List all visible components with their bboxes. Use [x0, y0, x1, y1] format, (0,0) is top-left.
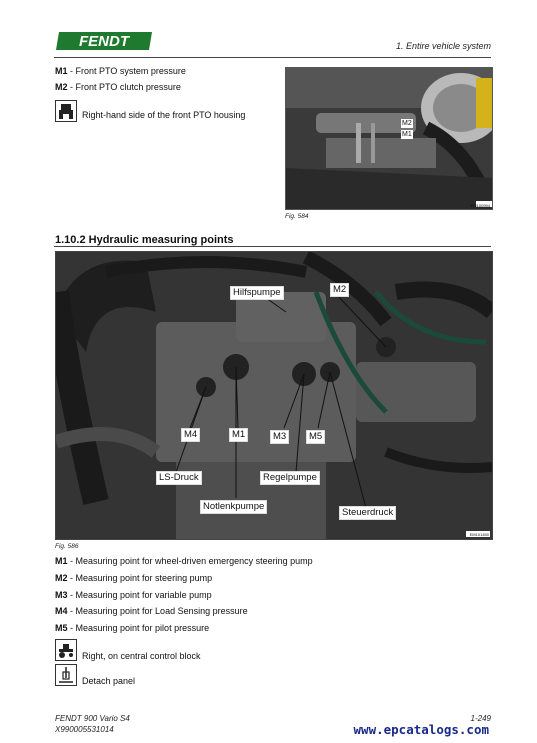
fig1-label-m2: M2 — [402, 120, 412, 127]
label-m5: M5 — [306, 430, 325, 444]
label-m3: M3 — [270, 430, 289, 444]
tractor-front-icon — [55, 100, 77, 122]
fendt-logo — [55, 31, 153, 51]
list-item: M3 - Measuring point for variable pump — [55, 590, 212, 600]
header-rule — [54, 57, 491, 58]
svg-text:FENDT: FENDT — [79, 33, 129, 50]
control-block-photo — [55, 251, 493, 540]
list-item: M1 - Front PTO system pressure — [55, 66, 186, 76]
list-item: M5 - Measuring point for pilot pressure — [55, 623, 210, 633]
list-item: M2 - Front PTO clutch pressure — [55, 82, 181, 92]
location-note: Right-hand side of the front PTO housing — [82, 110, 246, 120]
label-m1: M1 — [229, 428, 248, 442]
label-steuerdruck: Steuerdruck — [339, 506, 396, 520]
label-regelpumpe: Regelpumpe — [260, 471, 320, 485]
footer-doc-number: X990005531014 — [55, 725, 114, 734]
list-item: M4 - Measuring point for Load Sensing pressure — [55, 606, 248, 616]
fig1-label-m1: M1 — [402, 131, 412, 138]
list-item: M2 - Measuring point for steering pump — [55, 573, 213, 583]
front-pto-photo — [285, 67, 493, 210]
fig2-image-id: EM101450 — [469, 532, 489, 537]
fig1-image-id: EM100994 — [470, 203, 490, 208]
footer-model: FENDT 900 Vario S4 — [55, 714, 130, 723]
location-note: Right, on central control block — [82, 651, 201, 661]
section-header: 1. Entire vehicle system — [395, 41, 491, 51]
footer-watermark: www.epcatalogs.com — [353, 722, 489, 737]
label-notlenkpumpe: Notlenkpumpe — [200, 500, 267, 514]
detach-panel-note: Detach panel — [82, 676, 136, 686]
detach-panel-icon — [55, 664, 77, 686]
footer-page-number: 1-249 — [470, 714, 491, 723]
label-ls-druck: LS-Druck — [156, 471, 202, 485]
fig2-caption: Fig. 586 — [55, 543, 79, 550]
section-heading: 1.10.2 Hydraulic measuring points — [55, 234, 234, 246]
label-hilfspumpe: Hilfspumpe — [230, 286, 284, 300]
fig1-caption: Fig. 584 — [285, 213, 309, 220]
heading-rule — [54, 246, 491, 247]
label-m2: M2 — [330, 283, 349, 297]
list-item: M1 - Measuring point for wheel-driven emergency steering pump — [55, 556, 313, 566]
label-m4: M4 — [181, 428, 200, 442]
tractor-icon — [55, 639, 77, 661]
